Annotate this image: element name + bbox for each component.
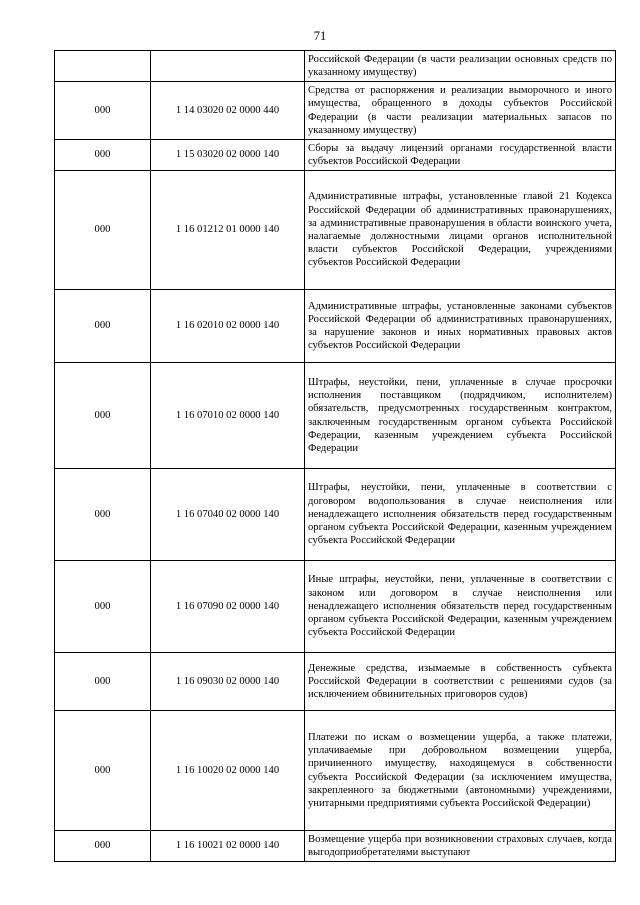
page-number: 71 — [313, 29, 327, 43]
revenue-name-cell: Административные штрафы, установленные главой 21 Кодекса Российской Федерации об административных правонарушениях, за административные правонарушения в области воинского учета, налагаемые должностными лицами органов исполнительной власти субъектов Российской Федерации, учреждениями субъектов Российской Федерации — [305, 171, 616, 290]
budget-code-cell: 1 16 07040 02 0000 140 — [151, 469, 305, 561]
revenue-name-cell: Средства от распоряжения и реализации выморочного и иного имущества, обращенного в доходы субъектов Российской Федерации (в части реализации материальных запасов по указанному имуществу) — [305, 82, 616, 140]
admin-code-cell: 000 — [55, 290, 151, 363]
revenue-name-cell: Иные штрафы, неустойки, пени, уплаченные в соответствии с законом или договором в случае неисполнения или ненадлежащего исполнения обязательств перед государственным органом субъекта Российской Федерации, казенным учреждением субъекта Российской Федерации — [305, 561, 616, 653]
budget-code-cell: 1 16 10020 02 0000 140 — [151, 711, 305, 831]
revenue-name-cell: Штрафы, неустойки, пени, уплаченные в соответствии с договором водопользования в случае неисполнения или ненадлежащего исполнения обязательств перед государственным органом субъекта Российской Федерации, казенным учреждением субъекта Российской Федерации — [305, 469, 616, 561]
table-row — [55, 831, 616, 862]
admin-code-cell — [55, 51, 151, 82]
admin-code-cell: 000 — [55, 363, 151, 469]
revenue-code-table — [54, 50, 616, 862]
table-row — [55, 51, 616, 82]
revenue-name-cell: Российской Федерации (в части реализации основных средств по указанному имуществу) — [305, 51, 616, 82]
admin-code-cell: 000 — [55, 469, 151, 561]
admin-code-cell: 000 — [55, 140, 151, 171]
budget-code-cell: 1 16 10021 02 0000 140 — [151, 831, 305, 862]
admin-code-cell: 000 — [55, 831, 151, 862]
revenue-name-cell: Возмещение ущерба при возникновении страховых случаев, когда выгодоприобретателями выступают — [305, 831, 616, 862]
table-row — [55, 290, 616, 363]
budget-code-cell: 1 16 07090 02 0000 140 — [151, 561, 305, 653]
budget-code-cell: 1 16 07010 02 0000 140 — [151, 363, 305, 469]
revenue-name-cell: Сборы за выдачу лицензий органами государственной власти субъектов Российской Федерации — [305, 140, 616, 171]
table-row — [55, 82, 616, 140]
revenue-name-cell: Денежные средства, изымаемые в собственность субъекта Российской Федерации в соответствии с решениями судов (за исключением обвинительных приговоров судов) — [305, 653, 616, 711]
revenue-name-cell: Платежи по искам о возмещении ущерба, а также платежи, уплачиваемые при добровольном возмещении ущерба, причиненного имуществу, находящемуся в собственности субъекта Российской Федерации (за исключением имущества, закрепленного за бюджетными (автономными) учреждениями, унитарными предприятиями субъекта Российской Федерации) — [305, 711, 616, 831]
budget-code-cell: 1 16 02010 02 0000 140 — [151, 290, 305, 363]
table-row — [55, 171, 616, 290]
table-row — [55, 561, 616, 653]
budget-code-cell: 1 16 09030 02 0000 140 — [151, 653, 305, 711]
revenue-name-cell: Штрафы, неустойки, пени, уплаченные в случае просрочки исполнения поставщиком (подрядчиком, исполнителем) обязательств, предусмотренных государственным контрактом, заключенным государственным органом субъекта Российской Федерации, казенным учреждением субъекта Российской Федерации — [305, 363, 616, 469]
table-row — [55, 653, 616, 711]
admin-code-cell: 000 — [55, 82, 151, 140]
table-row — [55, 140, 616, 171]
admin-code-cell: 000 — [55, 561, 151, 653]
admin-code-cell: 000 — [55, 711, 151, 831]
table-row — [55, 469, 616, 561]
budget-code-cell: 1 15 03020 02 0000 140 — [151, 140, 305, 171]
budget-code-cell: 1 16 01212 01 0000 140 — [151, 171, 305, 290]
budget-code-cell: 1 14 03020 02 0000 440 — [151, 82, 305, 140]
table-row — [55, 711, 616, 831]
admin-code-cell: 000 — [55, 653, 151, 711]
table-row — [55, 363, 616, 469]
revenue-name-cell: Административные штрафы, установленные законами субъектов Российской Федерации об административных правонарушениях, за нарушение законов и иных нормативных правовых актов субъектов Российской Федерации — [305, 290, 616, 363]
budget-code-cell — [151, 51, 305, 82]
admin-code-cell: 000 — [55, 171, 151, 290]
